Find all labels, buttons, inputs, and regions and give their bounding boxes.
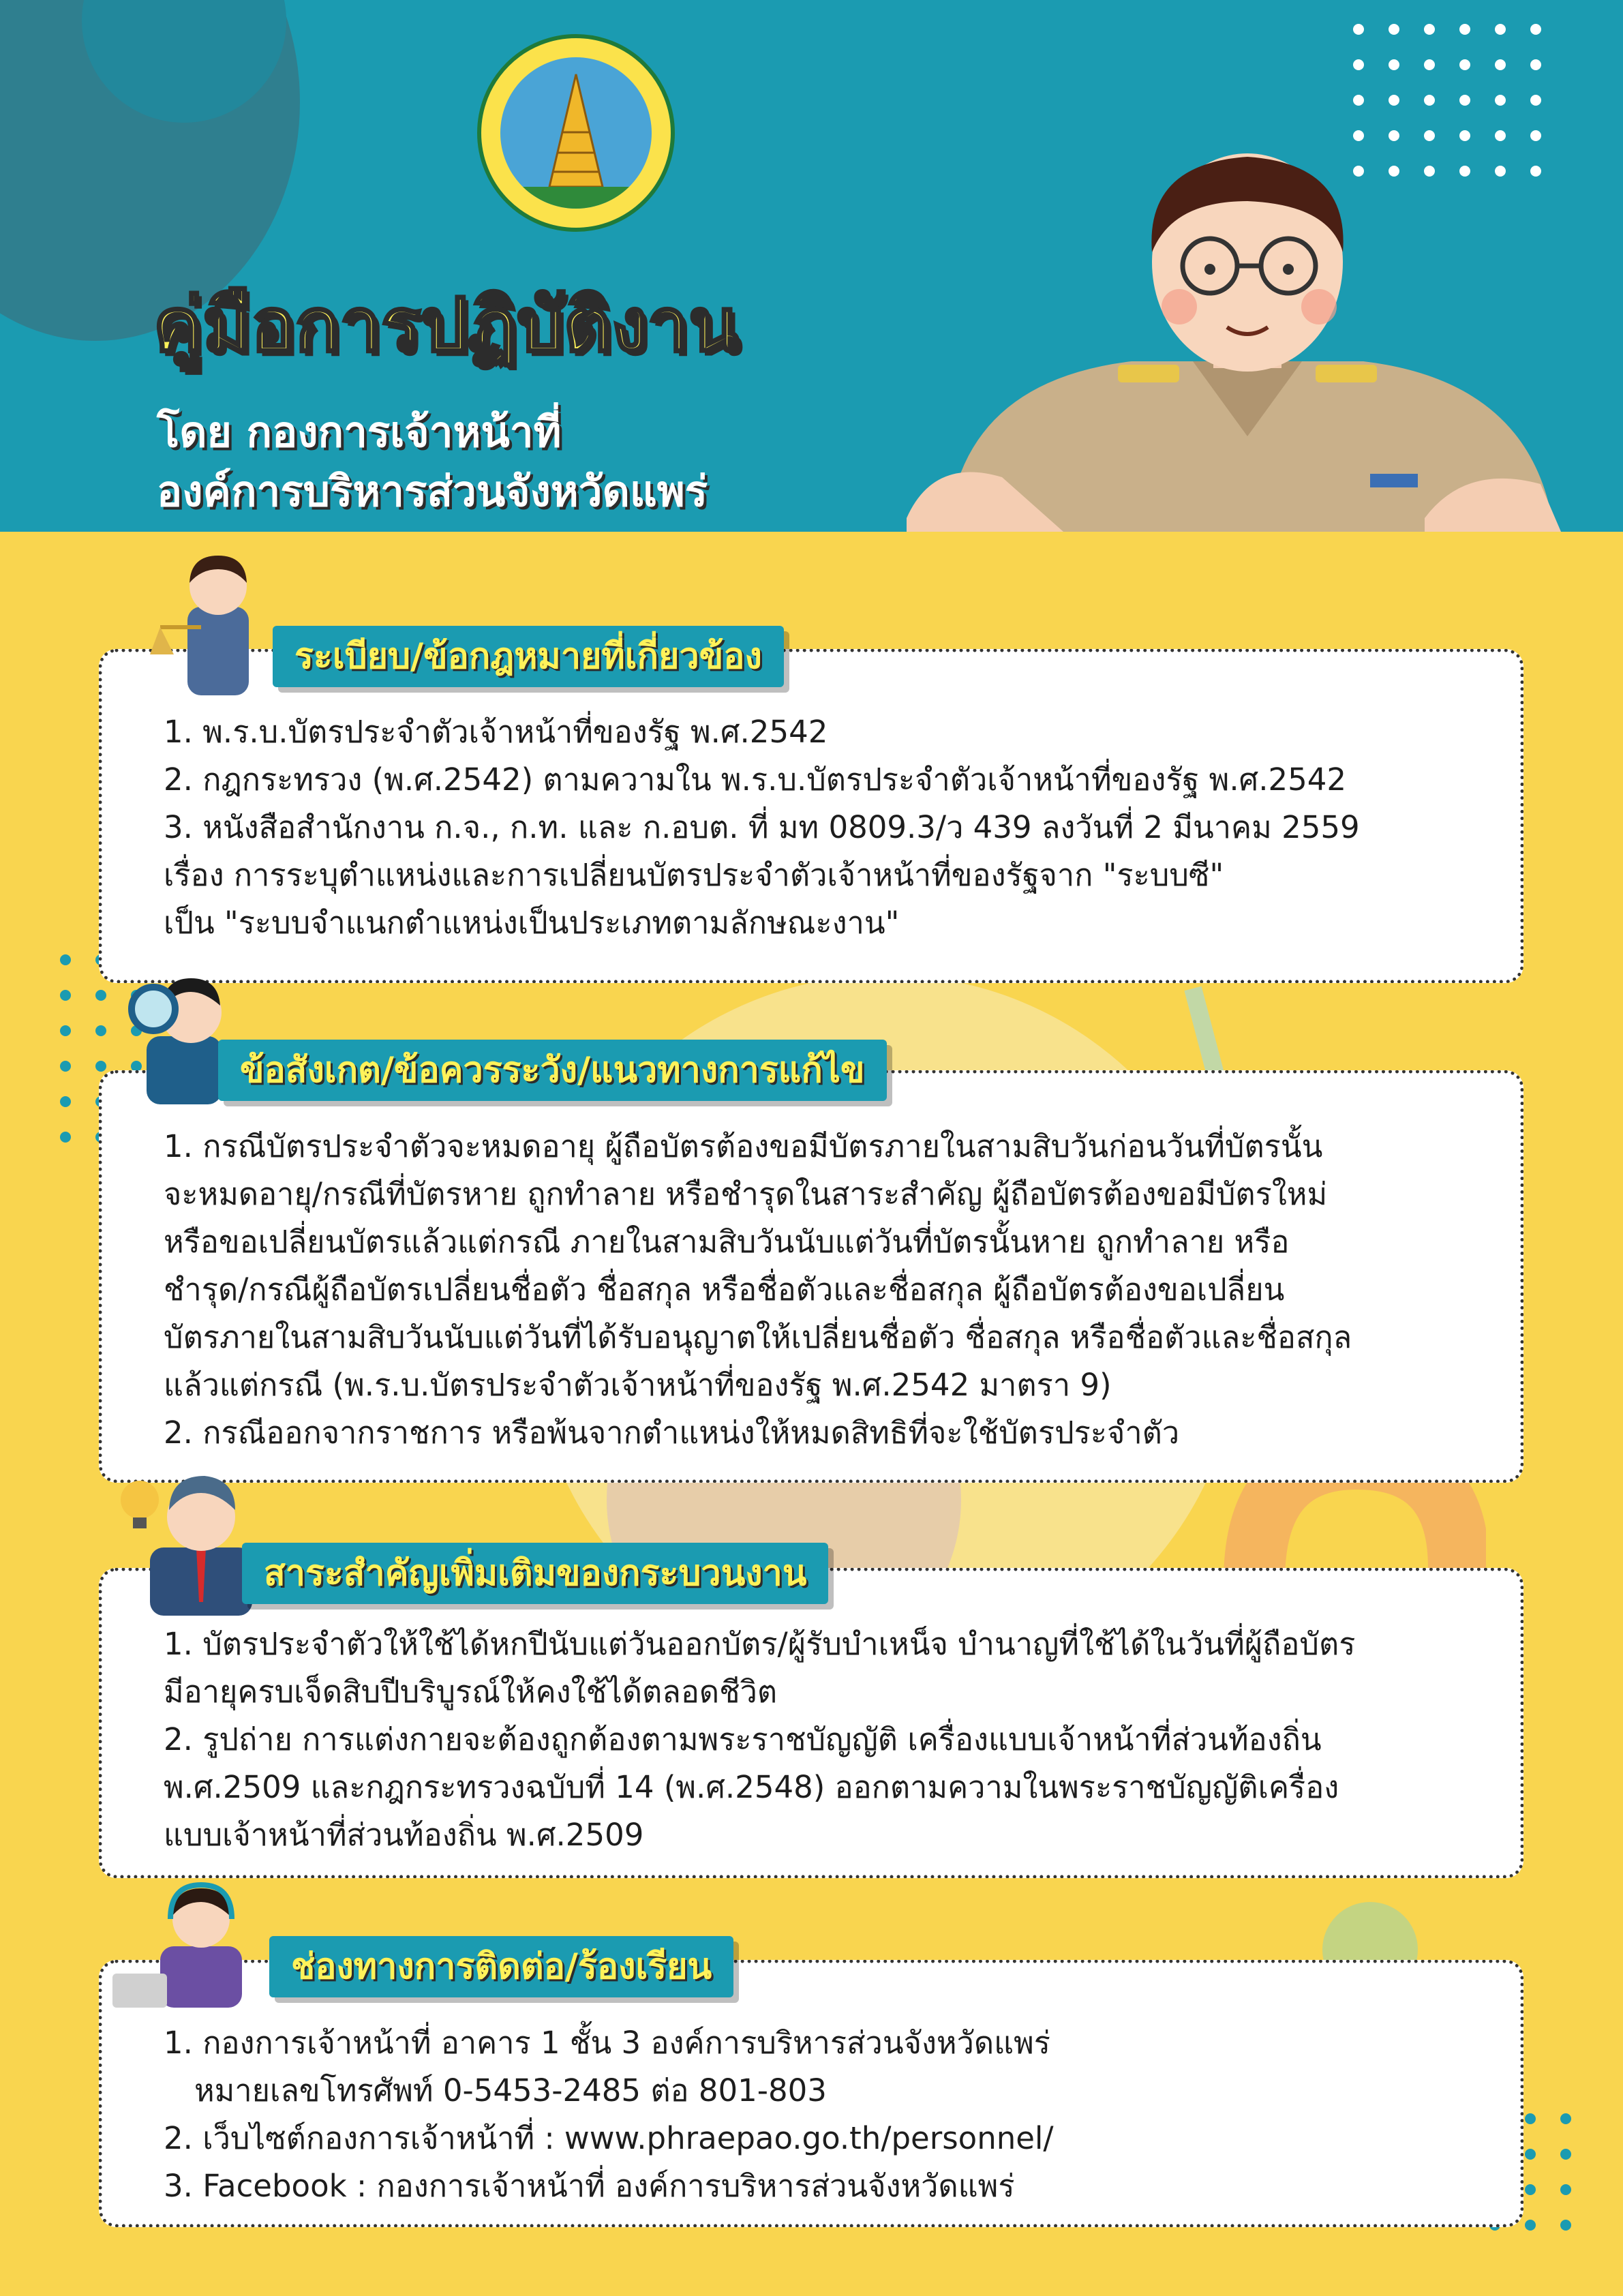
section-card-contact (99, 1960, 1523, 2227)
lawyer-scales-icon (147, 545, 283, 695)
list-item: 1. บัตรประจำตัวให้ใช้ได้หกปีนับแต่วันออกบัตร/ผู้รับบำเหน็จ บำนาญที่ใช้ได้ในวันที่ผู้ถือบัตร (164, 1626, 1356, 1662)
list-item: 1. กองการเจ้าหน้าที่ อาคาร 1 ชั้น 3 องค์การบริหารส่วนจังหวัดแพร่ (164, 2025, 1050, 2061)
header-banner (0, 0, 1623, 532)
list-item-website: 2. เว็บไซต์กองการเจ้าหน้าที่ : www.phraepao.go.th/personnel/ (164, 2120, 1054, 2156)
list-item: เรื่อง การระบุตำแหน่งและการเปลี่ยนบัตรประจำตัวเจ้าหน้าที่ของรัฐจาก "ระบบซี" (164, 857, 1224, 893)
headset-person-icon (112, 1871, 256, 2008)
list-item: 1. พ.ร.บ.บัตรประจำตัวเจ้าหน้าที่ของรัฐ พ.ศ.2542 (164, 714, 828, 750)
list-item: ชำรุด/กรณีผู้ถือบัตรเปลี่ยนชื่อตัว ชื่อสกุล หรือชื่อตัวและชื่อสกุล ผู้ถือบัตรต้องขอเปลี่ยน (164, 1271, 1285, 1308)
list-item: แบบเจ้าหน้าที่ส่วนท้องถิ่น พ.ศ.2509 (164, 1817, 644, 1853)
list-item: จะหมดอายุ/กรณีที่บัตรหาย ถูกทำลาย หรือชำรุดในสาระสำคัญ ผู้ถือบัตรต้องขอมีบัตรใหม่ (164, 1176, 1328, 1212)
list-item: บัตรภายในสามสิบวันนับแต่วันที่ได้รับอนุญาตให้เปลี่ยนชื่อตัว ชื่อสกุล หรือชื่อตัวและชื่อสกุล (164, 1319, 1352, 1355)
organization-logo (477, 34, 675, 232)
list-item: พ.ศ.2509 และกฎกระทรวงฉบับที่ 14 (พ.ศ.2548) ออกตามความในพระราชบัญญัติเครื่อง (164, 1769, 1339, 1805)
officer-illustration (907, 136, 1588, 532)
list-item: 2. กฎกระทรวง (พ.ศ.2542) ตามความใน พ.ร.บ.บัตรประจำตัวเจ้าหน้าที่ของรัฐ พ.ศ.2542 (164, 761, 1347, 798)
list-item: 1. กรณีบัตรประจำตัวจะหมดอายุ ผู้ถือบัตรต้องขอมีบัตรภายในสามสิบวันก่อนวันที่บัตรนั้น (164, 1128, 1323, 1164)
section-card-observations (99, 1070, 1523, 1483)
list-item: 3. หนังสือสำนักงาน ก.จ., ก.ท. และ ก.อบต. ที่ มท 0809.3/ว 439 ลงวันที่ 2 มีนาคม 2559 (164, 809, 1360, 845)
list-item-phone: หมายเลขโทรศัพท์ 0-5453-2485 ต่อ 801-803 (194, 2072, 827, 2109)
list-item: มีอายุครบเจ็ดสิบปีบริบูรณ์ให้คงใช้ได้ตลอดชีวิต (164, 1674, 778, 1710)
section-heading-observations: ข้อสังเกต/ข้อควรระวัง/แนวทางการแก้ไข (218, 1040, 887, 1101)
list-item: เป็น "ระบบจำแนกตำแหน่งเป็นประเภทตามลักษณะงาน" (164, 905, 900, 941)
section-heading-additional-info: สาระสำคัญเพิ่มเติมของกระบวนงาน (242, 1543, 828, 1604)
list-item-facebook: 3. Facebook : กองการเจ้าหน้าที่ องค์การบริหารส่วนจังหวัดแพร่ (164, 2168, 1015, 2204)
section-card-regulations (99, 649, 1523, 983)
section-heading-contact: ช่องทางการติดต่อ/ร้องเรียน (269, 1936, 733, 1997)
page-title: คู่มือการปฏิบัติงาน (153, 283, 740, 368)
page-subtitle-organization: องค์การบริหารส่วนจังหวัดแพร่ (157, 466, 708, 516)
section-card-additional-info (99, 1568, 1523, 1878)
page-subtitle-department: โดย กองการเจ้าหน้าที่ (157, 407, 562, 457)
list-item: 2. กรณีออกจากราชการ หรือพ้นจากตำแหน่งให้หมดสิทธิที่จะใช้บัตรประจำตัว (164, 1415, 1180, 1451)
list-item: แล้วแต่กรณี (พ.ร.บ.บัตรประจำตัวเจ้าหน้าที่ของรัฐ พ.ศ.2542 มาตรา 9) (164, 1367, 1112, 1403)
list-item: 2. รูปถ่าย การแต่งกายจะต้องถูกต้องตามพระราชบัญญัติ เครื่องแบบเจ้าหน้าที่ส่วนท้องถิ่น (164, 1721, 1322, 1757)
list-item: หรือขอเปลี่ยนบัตรแล้วแต่กรณี ภายในสามสิบวันนับแต่วันที่บัตรนั้นหาย ถูกทำลาย หรือ (164, 1224, 1290, 1260)
section-heading-regulations: ระเบียบ/ข้อกฎหมายที่เกี่ยวข้อง (273, 626, 784, 687)
